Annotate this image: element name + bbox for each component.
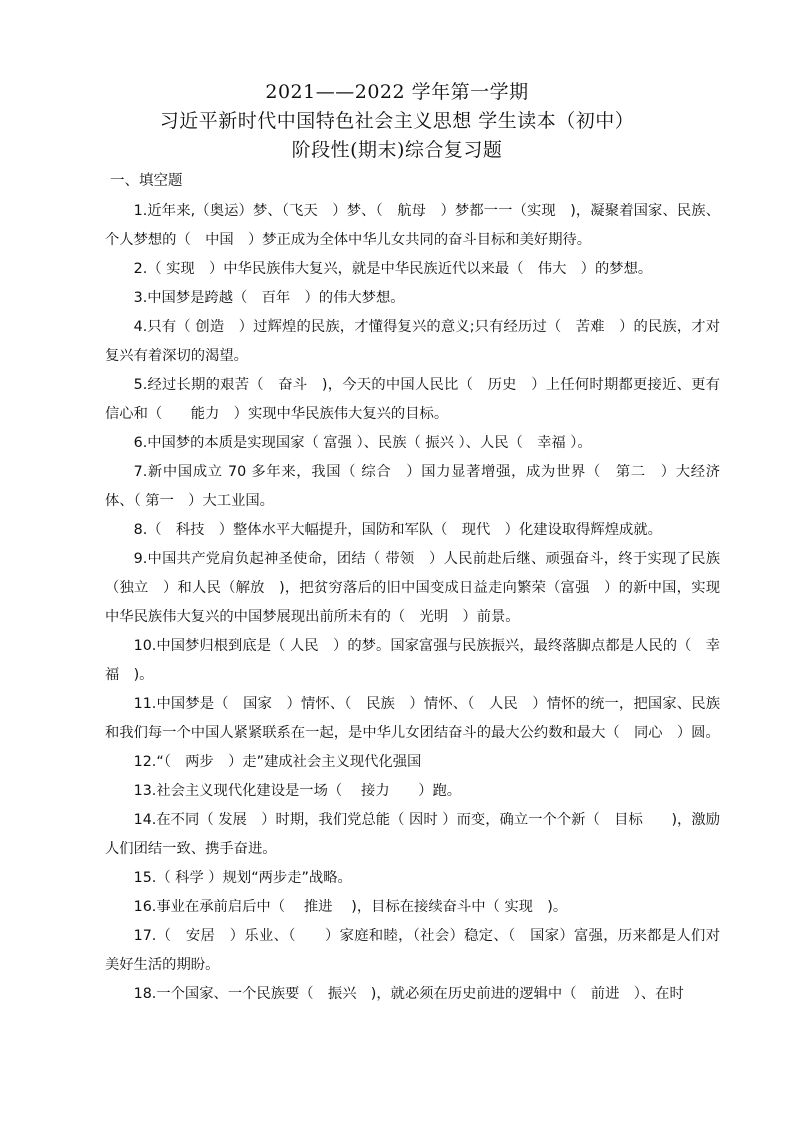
question-9: 9.中国共产党肩负起神圣使命，团结（ 带领 ）人民前赴后继、顽强奋斗，终于实现了民族（独立 ）和人民（解放 )，把贫穷落后的旧中国变成日益走向繁荣（富强 ）的新中国，实现中华民族伟大复兴的中国梦展现出前所未有的（ 光明 ）前景。 — [105, 551, 720, 625]
question-15: 15.（ 科学 ）规划“两步走”战略。 — [133, 870, 352, 886]
question-7: 7.新中国成立 70 多年来，我国（ 综合 ）国力显著增强，成为世界（ 第二 ）大经济体、（ 第一 ）大工业国。 — [105, 464, 720, 509]
question-11: 11.中国梦是（ 国家 ）情怀、（ 民族 ）情怀、（ 人民 ）情怀的统一，把国家、民族和我们每一个中国人紧紧联系在一起，是中华儿女团结奋斗的最大公约数和最大（ 同心 ）圆。 — [105, 696, 720, 741]
question-14: 14.在不同（ 发展 ）时期，我们党总能（ 因时 ）而变，确立一个个新（ 目标 )，激励人们团结一致、携手奋进。 — [105, 812, 720, 857]
question-18: 18.一个国家、一个民族要（ 振兴 )，就必须在历史前进的逻辑中（ 前进 ）、在时 — [133, 986, 684, 1002]
title-exam: 阶段性(期末)综合复习题 — [291, 139, 503, 161]
question-1: 1.近年来,（奥运）梦、（飞天 ）梦、（ 航母 ）梦都一一（实现 )，凝聚着国家、民族、个人梦想的（ 中国 ）梦正成为全体中华儿女共同的奋斗目标和美好期待。 — [105, 203, 720, 248]
question-6: 6.中国梦的本质是实现国家（ 富强 ）、民族（ 振兴 ）、人民（ 幸福 ）。 — [133, 435, 592, 451]
question-17: 17.（ 安居 ）乐业、（ ）家庭和睦，（社会）稳定、（ 国家）富强，历来都是人们对美好生活的期盼。 — [105, 928, 720, 973]
document-title — [0, 78, 794, 165]
question-3: 3.中国梦是跨越（ 百年 ）的伟大梦想。 — [133, 290, 405, 306]
question-2: 2.（ 实现 ）中华民族伟大复兴，就是中华民族近代以来最（ 伟大 ）的梦想。 — [133, 261, 653, 277]
question-10: 10.中国梦归根到底是（ 人民 ）的梦。国家富强与民族振兴，最终落脚点都是人民的（ 幸福 )。 — [105, 638, 720, 683]
question-4: 4.只有（ 创造 ）过辉煌的民族，才懂得复兴的意义;只有经历过（ 苦难 ）的民族，才对复兴有着深切的渴望。 — [105, 319, 720, 364]
section-heading-fill-in-blank: 一、填空题 — [110, 173, 183, 189]
title-book: 习近平新时代中国特色社会主义思想 学生读本（初中） — [159, 110, 635, 132]
question-5: 5.经过长期的艰苦（ 奋斗 )，今天的中国人民比（ 历史 ）上任何时期都更接近、更有信心和（ 能力 ）实现中华民族伟大复兴的目标。 — [105, 377, 720, 422]
title-term: 2021——2022 学年第一学期 — [265, 81, 529, 103]
question-16: 16.事业在承前启后中（ 推进 )，目标在接续奋斗中（ 实现 )。 — [133, 899, 568, 915]
question-13: 13.社会主义现代化建设是一场（ 接力 ）跑。 — [133, 783, 462, 799]
question-8: 8.（ 科技 ）整体水平大幅提升，国防和军队（ 现代 ）化建设取得辉煌成就。 — [133, 522, 662, 538]
question-list — [105, 197, 720, 1009]
question-12: 12.“（ 两步 ）走”建成社会主义现代化强国 — [133, 754, 422, 770]
